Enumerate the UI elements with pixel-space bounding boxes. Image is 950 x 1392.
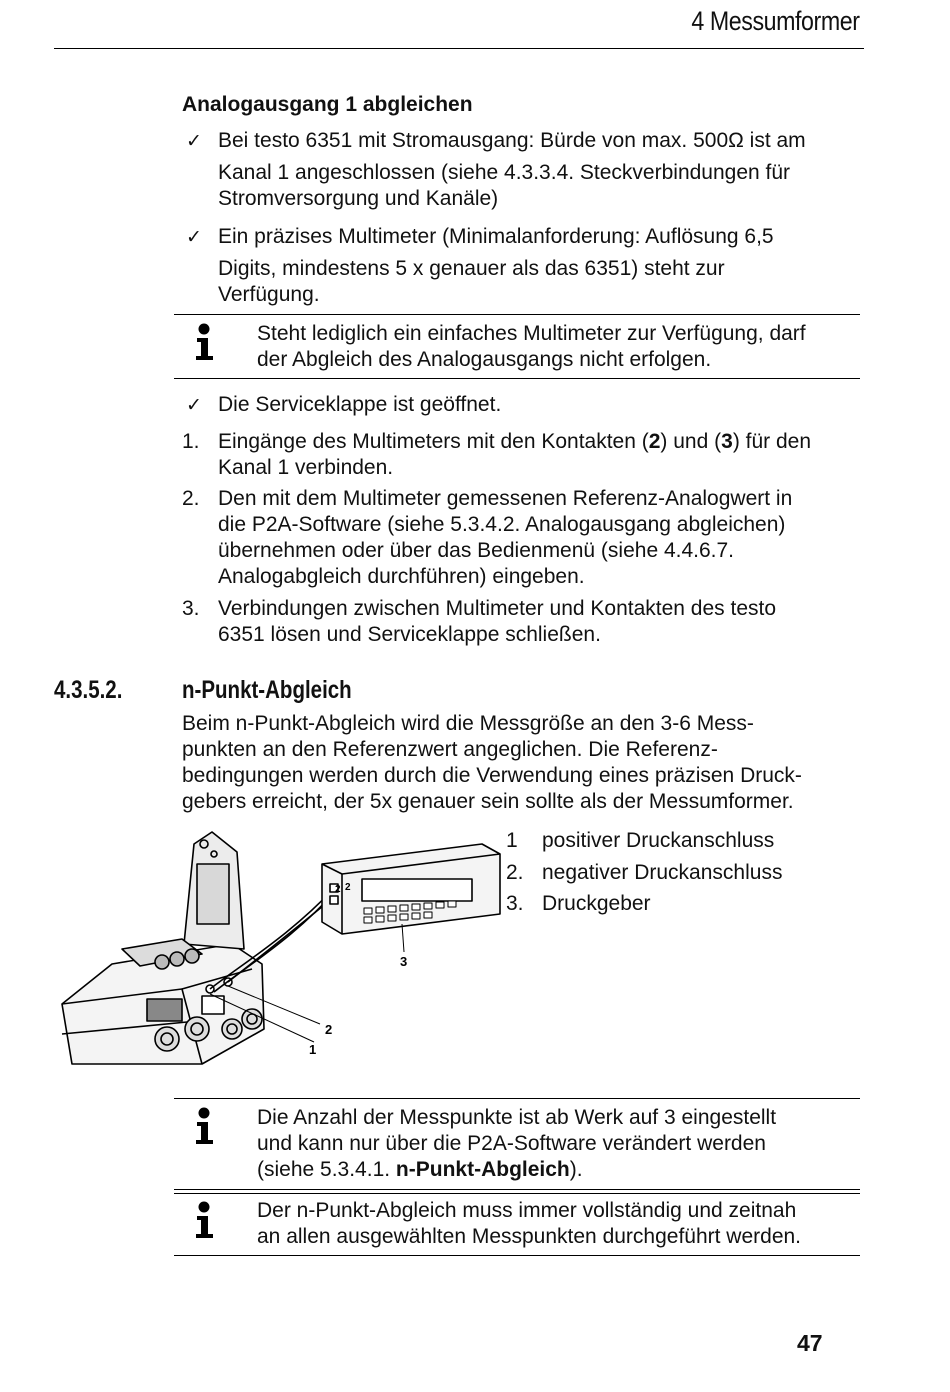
- device-illustration: [52, 824, 502, 1094]
- step-line: die P2A-Software (siehe 5.3.4.2. Analogausgang abgleichen): [218, 513, 786, 536]
- step-line: Analogabgleich durchführen) eingeben.: [218, 565, 585, 588]
- section-heading: Analogausgang 1 abgleichen: [182, 93, 473, 116]
- check-icon: ✓: [186, 395, 202, 416]
- step-line: [218, 429, 811, 455]
- figure-label-1: 1: [309, 1042, 317, 1057]
- info-note-line: an allen ausgewählten Messpunkten durchgeführt werden.: [257, 1225, 802, 1248]
- info-text: ).: [569, 1158, 583, 1181]
- contact-ref: 3: [721, 430, 733, 453]
- info-icon: [190, 1106, 218, 1146]
- prerequisite-line: Digits, mindestens 5 x genauer als das 6351) steht zur: [218, 257, 725, 280]
- paragraph-line: gebers erreicht, der 5x genauer sein sollte als der Messumformer.: [182, 790, 794, 813]
- check-icon: ✓: [186, 131, 202, 152]
- contact-ref: 2: [648, 430, 661, 453]
- paragraph-line: punkten an den Referenzwert angeglichen. Die Referenz-: [182, 738, 718, 761]
- cross-reference: n-Punkt-Abgleich: [395, 1158, 570, 1181]
- info-divider-double-a: [174, 1189, 860, 1190]
- step-line: Den mit dem Multimeter gemessenen Referenz-Analogwert in: [218, 487, 793, 510]
- section-title: n-Punkt-Abgleich: [182, 676, 352, 704]
- prerequisite-line: Die Serviceklappe ist geöffnet.: [218, 393, 502, 416]
- info-divider-top: [174, 1098, 860, 1099]
- prerequisite-line: Stromversorgung und Kanäle): [218, 187, 499, 210]
- check-icon: ✓: [186, 227, 202, 248]
- step-number: 3.: [182, 597, 200, 620]
- legend-label: positiver Druckanschluss: [542, 829, 775, 852]
- page-number: 47: [797, 1330, 823, 1356]
- step-text: ) und (: [660, 430, 722, 453]
- info-divider-double-b: [174, 1193, 860, 1194]
- step-line: Verbindungen zwischen Multimeter und Kontakten des testo: [218, 597, 777, 620]
- info-divider-top: [174, 314, 860, 315]
- prerequisite-line: Ein präzises Multimeter (Minimalanforderung: Auflösung 6,5: [218, 225, 774, 248]
- chapter-title: 4 Messumformer: [691, 6, 860, 36]
- figure-label-2: 2: [325, 1022, 333, 1037]
- info-divider-bottom: [174, 1255, 860, 1256]
- legend-number: 1: [506, 829, 518, 852]
- section-number: 4.3.5.2.: [54, 676, 123, 704]
- prerequisite-line: Kanal 1 angeschlossen (siehe 4.3.3.4. Steckverbindungen für: [218, 161, 791, 184]
- step-line: Kanal 1 verbinden.: [218, 456, 394, 479]
- info-note-line: der Abgleich des Analogausgangs nicht erfolgen.: [257, 348, 712, 371]
- info-note-line: Die Anzahl der Messpunkte ist ab Werk auf 3 eingestellt: [257, 1106, 777, 1129]
- legend-number: 2.: [506, 861, 524, 884]
- info-note-line: Steht lediglich ein einfaches Multimeter zur Verfügung, darf: [257, 322, 806, 345]
- figure-label-2b: 2: [345, 882, 351, 893]
- prerequisite-line: Verfügung.: [218, 283, 320, 306]
- step-line: 6351 lösen und Serviceklappe schließen.: [218, 623, 601, 646]
- step-text: ) für den: [732, 430, 812, 453]
- info-icon: [190, 1200, 218, 1240]
- info-note-line: Der n-Punkt-Abgleich muss immer vollständig und zeitnah: [257, 1199, 797, 1222]
- step-number: 2.: [182, 487, 200, 510]
- info-divider-bottom: [174, 378, 860, 379]
- figure-label-3: 3: [400, 954, 408, 969]
- info-note-line: und kann nur über die P2A-Software verändert werden: [257, 1132, 766, 1155]
- info-note-line: [257, 1157, 583, 1183]
- legend-label: negativer Druckanschluss: [542, 861, 783, 884]
- step-number: 1.: [182, 430, 200, 453]
- legend-number: 3.: [506, 892, 524, 915]
- prerequisite-line: Bei testo 6351 mit Stromausgang: Bürde von max. 500Ω ist am: [218, 129, 806, 152]
- paragraph-line: Beim n-Punkt-Abgleich wird die Messgröße an den 3-6 Mess-: [182, 712, 754, 735]
- header-divider: [54, 48, 864, 49]
- paragraph-line: bedingungen werden durch die Verwendung eines präzisen Druck-: [182, 764, 802, 787]
- info-text: (siehe 5.3.4.1.: [257, 1158, 396, 1181]
- step-line: übernehmen oder über das Bedienmenü (siehe 4.4.6.7.: [218, 539, 735, 562]
- info-icon: [190, 322, 218, 362]
- figure-label-2a: 2: [335, 884, 341, 895]
- legend-label: Druckgeber: [542, 892, 651, 915]
- step-text: Eingänge des Multimeters mit den Kontakten (: [218, 430, 649, 453]
